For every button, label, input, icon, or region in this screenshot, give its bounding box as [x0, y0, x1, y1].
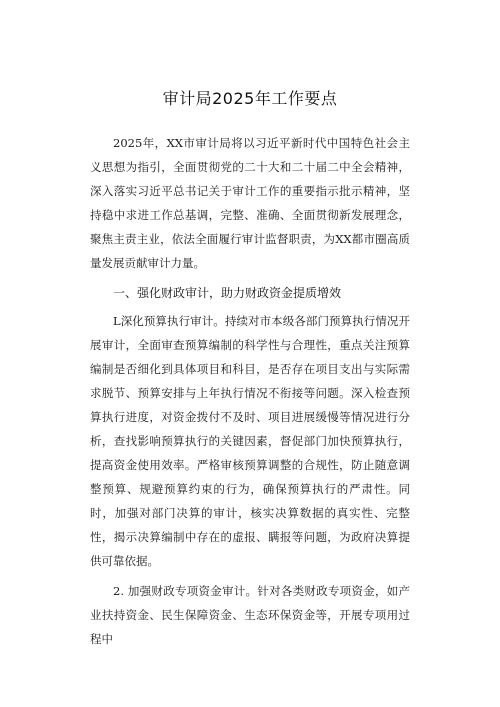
section1-item2-paragraph: 2. 加强财政专项资金审计。针对各类财政专项资金，如产业扶持资金、民生保障资金、生态环保资金等，开展专项用过程中 — [90, 584, 410, 646]
section-heading-1: 一、强化财政审计，助力财政资金提质增效 — [113, 286, 342, 300]
section1-item1-paragraph: L深化预算执行审计。持续对市本级各部门预算执行情况开展审计，全面审查预算编制的科学性与合理性，重点关注预算编制是否细化到具体项目和科目，是否存在项目支出与实际需求脱节、预算安排与上年执行情况不衔接等问题。深入检查预算执行进度，对资金拨付不及时、项目进展缓慢等情况进行分析，查找影响预算执行的关键因素，督促部门加快预算执行，提高资金使用效率。严格审核预算调整的合规性，防止随意调整预算、规避预算约束的行为，确保预算执行的严肃性。同时，加强对部门决算的审计，核实决算数据的真实性、完整性，揭示决算编制中存在的虚报、瞒报等问题，为政府决算提供可靠依据。 — [90, 314, 410, 568]
intro-paragraph: 2025年，XX市审计局将以习近平新时代中国特色社会主义思想为指引，全面贯彻党的二十大和二十届二中全会精神，深入落实习近平总书记关于审计工作的重要指示批示精神，坚持稳中求进工作总基调，完整、准确、全面贯彻新发展理念，聚焦主责主业，依法全面履行审计监督职责，为XX都市圈高质量发展贡献审计力量。 — [90, 136, 410, 270]
document-title: 审计局2025年工作要点 — [162, 89, 338, 108]
